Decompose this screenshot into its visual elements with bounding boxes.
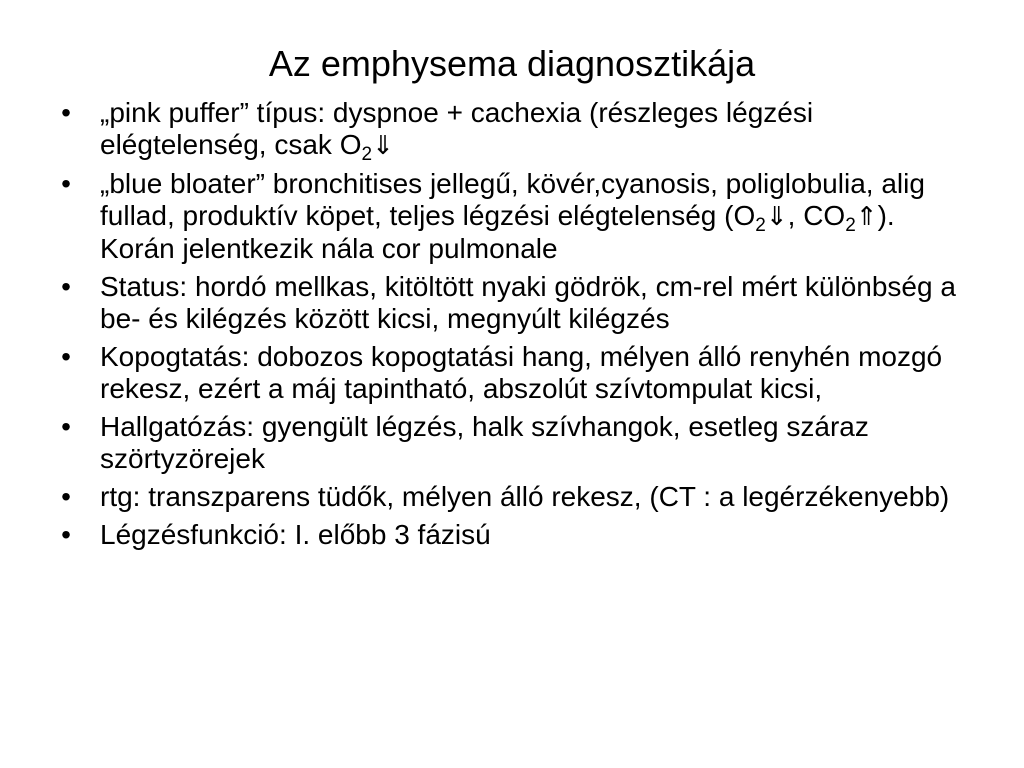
- bullet-item: [56, 519, 976, 551]
- bullet-dot-icon: •: [61, 341, 71, 372]
- subscript: 2: [845, 215, 856, 236]
- bullet-dot-icon: •: [61, 519, 71, 550]
- bullet-dot-icon: •: [61, 481, 71, 512]
- subscript: 2: [755, 215, 766, 236]
- bullet-dot-icon: •: [61, 97, 71, 128]
- bullet-text: Status: hordó mellkas, kitöltött nyaki gödrök, cm-rel mért különbség a be- és kilégzés között kicsi, megnyúlt kilégzés: [100, 271, 956, 334]
- slide-title: Az emphysema diagnosztikája: [268, 43, 756, 84]
- bullet-item: [56, 411, 976, 475]
- bullet-item: [56, 168, 976, 265]
- bullet-item: [56, 481, 976, 513]
- bullet-text: Légzésfunkció: I. előbb 3 fázisú: [100, 519, 491, 550]
- bullet-text: Hallgatózás: gyengült légzés, halk szívhangok, esetleg száraz szörtyzörejek: [100, 411, 869, 474]
- bullet-dot-icon: •: [61, 271, 71, 302]
- bullet-text: „blue bloater” bronchitises jellegű, kövér,cyanosis, poliglobulia, alig fullad, produktív köpet, teljes légzési elégtelenség ($O_2⇓$, $CO_2⇑$). Korán jelentkezik nála cor pulmonale: [100, 168, 925, 264]
- bullet-text: Kopogtatás: dobozos kopogtatási hang, mélyen álló renyhén mozgó rekesz, ezért a máj tapintható, abszolút szívtompulat kicsi,: [100, 341, 943, 404]
- bullet-item: [56, 97, 976, 165]
- bullet-text: „pink puffer” típus: dyspnoe + cachexia (részleges légzési elégtelenség, csak $O_2⇓$: [100, 97, 814, 165]
- up-arrow-icon: ⇑: [855, 202, 878, 232]
- down-arrow-icon: ⇓: [372, 131, 394, 161]
- bullet-item: [56, 341, 976, 405]
- bullet-item: [56, 271, 976, 335]
- bullet-dot-icon: •: [61, 168, 71, 199]
- bullet-list: [56, 97, 976, 557]
- bullet-dot-icon: •: [61, 411, 71, 442]
- bullet-text: rtg: transzparens tüdők, mélyen álló rekesz, (CT : a legérzékenyebb): [100, 481, 950, 512]
- subscript: 2: [361, 144, 373, 165]
- down-arrow-icon: ⇓: [765, 202, 788, 232]
